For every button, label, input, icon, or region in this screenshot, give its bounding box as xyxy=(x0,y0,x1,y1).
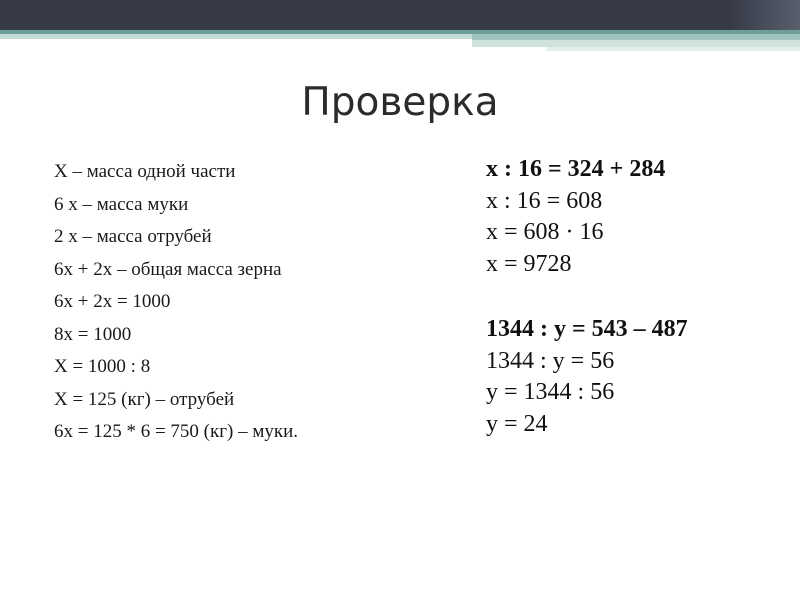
solution-list xyxy=(54,156,298,449)
header-bar-shade xyxy=(730,0,800,30)
equation-line: y = 1344 : 56 xyxy=(486,379,615,405)
solution-line: 2 х – масса отрубей xyxy=(54,226,212,247)
solution-line: 8х = 1000 xyxy=(54,323,132,345)
equation-line: 1344 : y = 543 – 487 xyxy=(486,316,688,342)
equation-line: x : 16 = 608 xyxy=(486,187,603,214)
accent-stripe-light xyxy=(0,34,472,39)
accent-stripe-faint xyxy=(546,47,800,51)
equation-line: x = 608 · 16 xyxy=(486,219,604,245)
equation-image-1 xyxy=(480,154,734,282)
solution-line: Х = 1000 : 8 xyxy=(54,356,151,377)
equation-line: y = 24 xyxy=(486,410,548,437)
solution-line: 6х + 2х = 1000 xyxy=(54,291,171,312)
solution-line: 6х = 125 * 6 = 750 (кг) – муки. xyxy=(54,421,299,442)
accent-stripe-pale xyxy=(472,40,800,47)
equation-line: 1344 : y = 56 xyxy=(486,347,615,374)
solution-line: 6х + 2х – общая масса зерна xyxy=(54,258,282,280)
equation-line: x = 9728 xyxy=(486,250,572,277)
header-bar xyxy=(0,0,800,30)
slide-title: Проверка xyxy=(301,80,499,125)
equation-image-2 xyxy=(480,314,734,442)
equation-line: x : 16 = 324 + 284 xyxy=(486,156,666,182)
solution-line: Х = 125 (кг) – отрубей xyxy=(54,388,235,410)
solution-line: 6 х – масса муки xyxy=(54,193,189,215)
solution-line: Х – масса одной части xyxy=(54,161,236,182)
